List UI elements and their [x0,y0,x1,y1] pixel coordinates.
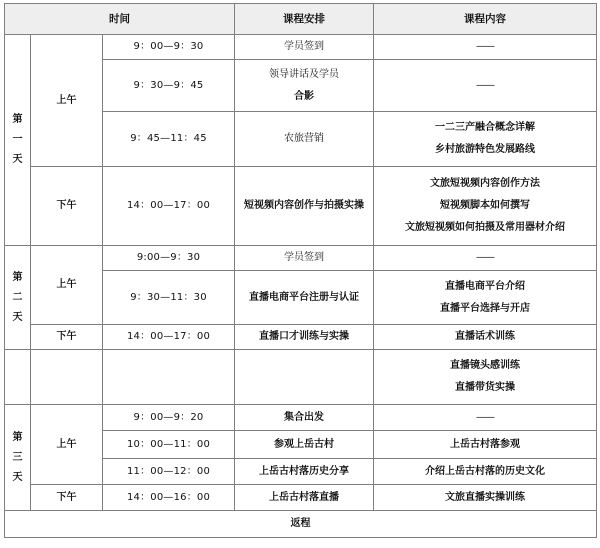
table-row [5,167,597,246]
time-cell: 14：00—17：00 [103,325,235,350]
content-cell: 上岳古村落参观 [374,431,597,459]
content-cell: —— [374,405,597,431]
time-cell: 9：00—9：30 [103,35,235,60]
table-row [5,405,597,431]
table-row [5,350,597,405]
half-morning: 上午 [31,405,103,485]
arrangement-cell: 领导讲话及学员 合影 [235,60,374,112]
header-arrangement: 课程安排 [235,4,374,35]
day-label-1: 第 一 天 [5,35,31,246]
time-cell: 9：00—9：20 [103,405,235,431]
content-cell: —— [374,246,597,271]
time-cell: 14：00—16：00 [103,485,235,511]
day-label-3: 第 三 天 [5,405,31,511]
content-cell: —— [374,35,597,60]
time-cell: 10：00—11：00 [103,431,235,459]
half-afternoon: 下午 [31,325,103,350]
content-cell: 直播镜头感训练 直播带货实操 [374,350,597,405]
arrangement-cell: 农旅营销 [235,112,374,167]
time-cell: 9：30—11：30 [103,271,235,325]
header-time: 时间 [5,4,235,35]
half-morning: 上午 [31,35,103,167]
arrangement-cell: 学员签到 [235,35,374,60]
content-cell: 一二三产融合概念详解 乡村旅游特色发展路线 [374,112,597,167]
arrangement-cell: 上岳古村落历史分享 [235,459,374,485]
table-row [5,246,597,271]
day-label-2: 第 二 天 [5,246,31,350]
arrangement-cell: 集合出发 [235,405,374,431]
content-cell: 直播话术训练 [374,325,597,350]
table-row [5,485,597,511]
arrangement-cell: 短视频内容创作与拍摄实操 [235,167,374,246]
time-cell: 11：00—12：00 [103,459,235,485]
half-afternoon: 下午 [31,167,103,246]
empty-cell [31,350,103,405]
arrangement-cell: 上岳古村落直播 [235,485,374,511]
content-cell: 直播电商平台介绍 直播平台选择与开店 [374,271,597,325]
time-cell [103,350,235,405]
schedule-table [4,3,597,538]
half-morning: 上午 [31,246,103,325]
return-cell: 返程 [5,511,597,538]
time-cell: 14：00—17：00 [103,167,235,246]
half-afternoon: 下午 [31,485,103,511]
time-cell: 9：30—9：45 [103,60,235,112]
header-content: 课程内容 [374,4,597,35]
arrangement-cell: 直播电商平台注册与认证 [235,271,374,325]
arrangement-cell: 参观上岳古村 [235,431,374,459]
content-cell: 文旅直播实操训练 [374,485,597,511]
footer-row [5,511,597,538]
time-cell: 9:00—9：30 [103,246,235,271]
table-row [5,325,597,350]
content-cell: 文旅短视频内容创作方法 短视频脚本如何撰写 文旅短视频如何拍摄及常用器材介绍 [374,167,597,246]
time-cell: 9：45—11：45 [103,112,235,167]
empty-cell [5,350,31,405]
arrangement-cell [235,350,374,405]
arrangement-cell: 直播口才训练与实操 [235,325,374,350]
content-cell: 介绍上岳古村落的历史文化 [374,459,597,485]
content-cell: —— [374,60,597,112]
header-row [5,4,597,35]
table-row [5,35,597,60]
arrangement-cell: 学员签到 [235,246,374,271]
